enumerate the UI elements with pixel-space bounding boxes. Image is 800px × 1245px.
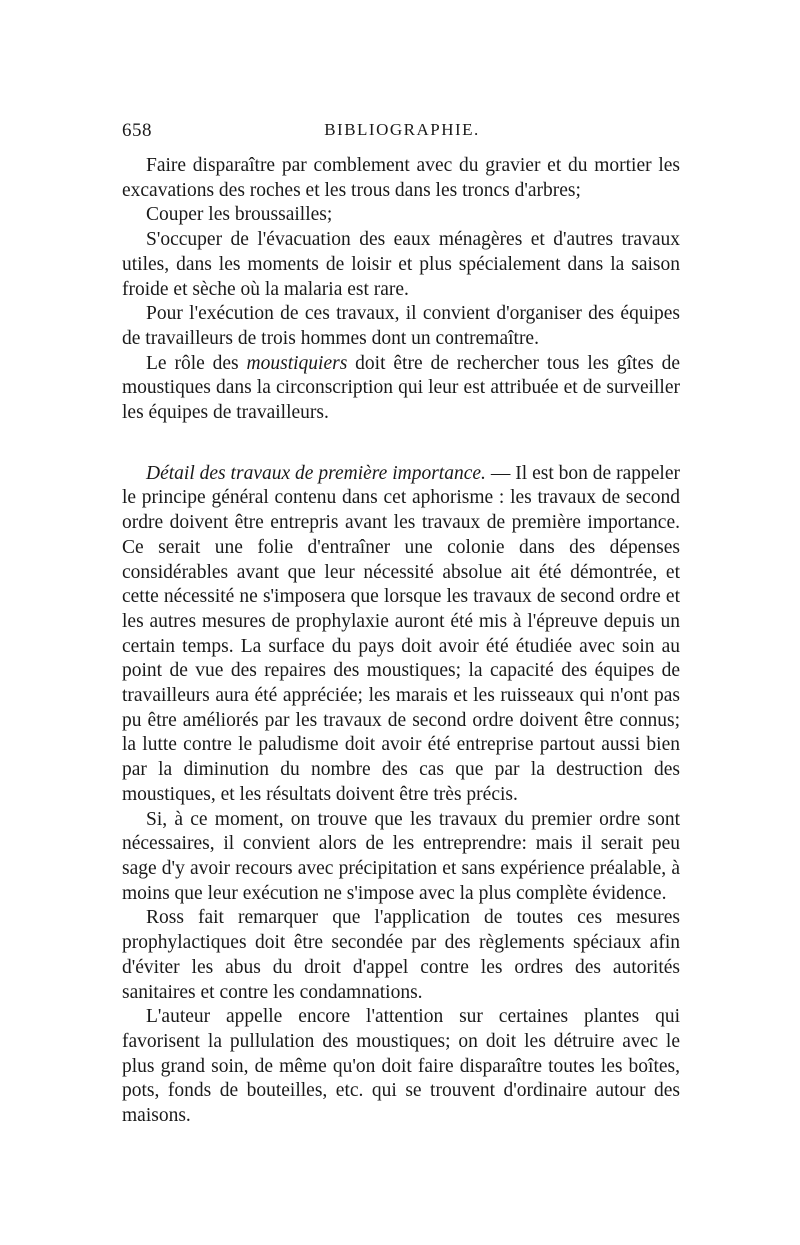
paragraph-2: Couper les broussailles; xyxy=(146,204,333,226)
paragraph-7: Si, à ce moment, on trouve que les travaux du premier ordre sont nécessaires, il convient alors de les entreprendre: mais il serait peu sage d'y avoir recours avec précipitation et sans expérience préalable, à moins que leur exécution ne s'impose avec la plus complète évidence. xyxy=(122,808,680,904)
paragraph-6-text: — Il est bon de rappeler le principe général contenu dans cet aphorisme : les travaux de second ordre doivent être entrepris avant les travaux de première importance. Ce serait une folie d'entraîner une colonie dans des dépenses considérables avant que leur nécessité absolue ait été démontrée, et cette nécessité ne s'imposera que lorsque les travaux de second ordre et les autres mesures de prophylaxie auront été mis à l'épreuve depuis un certain temps. La surface du pays doit avoir été étudiée avec soin au point de vue des repaires des moustiques; la capacité des équipes de travailleurs aura été appréciée; les marais et les ruisseaux qui n'ont pas pu être améliorés par les travaux de second ordre doivent être connus; la lutte contre le paludisme doit avoir été entreprise partout aussi bien par la diminution du nombre des cas que par la destruction des moustiques, et les résultats doivent être très précis. xyxy=(122,462,680,805)
body-text xyxy=(122,154,680,1129)
term-moustiquiers: moustiquiers xyxy=(246,352,348,374)
paragraph-5-text-end: doit être de rechercher tous les gîtes de moustiques dans la circonscription qui leur est attribuée et de surveiller les équipes de travailleurs. xyxy=(122,352,680,424)
running-title: BIBLIOGRAPHIE. xyxy=(324,120,480,139)
paragraph-5 xyxy=(122,352,680,426)
paragraph-3: S'occuper de l'évacuation des eaux ménagères et d'autres travaux utiles, dans les moments de loisir et plus spécialement dans la saison froide et sèche où la malaria est rare. xyxy=(122,229,680,300)
paragraph-6 xyxy=(122,462,680,808)
paragraph-8: Ross fait remarquer que l'application de toutes ces mesures prophylactiques doit être secondée par des règlements spéciaux afin d'éviter les abus du droit d'appel contre les ordres des autorités sanitaires et contre les condamnations. xyxy=(122,907,680,1003)
page-number: 658 xyxy=(122,120,152,141)
paragraph-4: Pour l'exécution de ces travaux, il convient d'organiser des équipes de travailleurs de trois hommes dont un contremaître. xyxy=(122,303,680,349)
paragraph-5-text-start: Le rôle des xyxy=(146,352,247,374)
paragraph-1: Faire disparaître par comblement avec du gravier et du mortier les excavations des roches et les trous dans les troncs d'arbres; xyxy=(122,155,680,201)
section-heading: Détail des travaux de première importance. xyxy=(146,462,486,484)
paragraph-9: L'auteur appelle encore l'attention sur certaines plantes qui favorisent la pullulation des moustiques; on doit les détruire avec le plus grand soin, de même qu'on doit faire disparaître toutes les boîtes, pots, fonds de bouteilles, etc. qui se trouvent d'ordinaire autour des maisons. xyxy=(122,1006,680,1127)
page-header xyxy=(122,120,682,150)
